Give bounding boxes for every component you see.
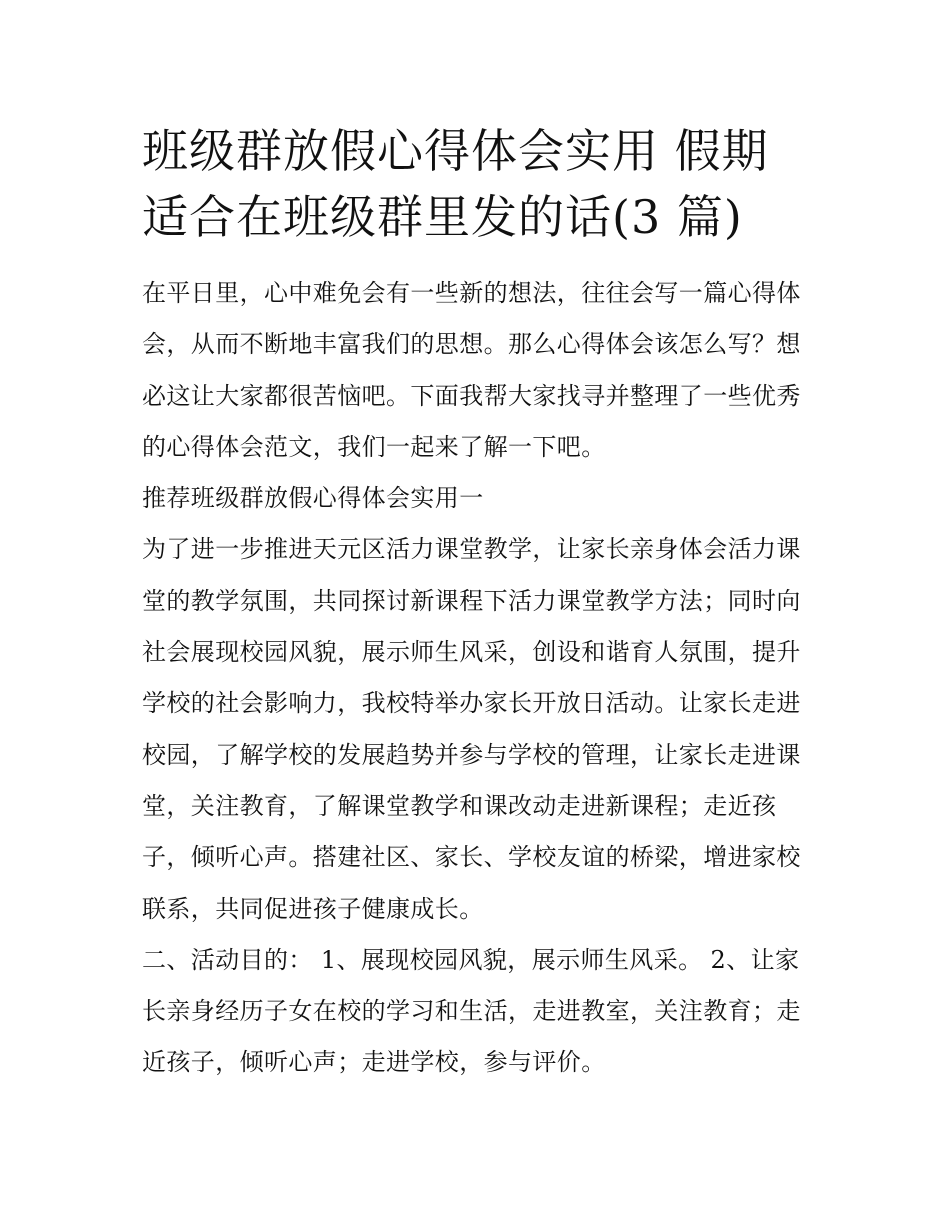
text-line: 长亲身经历子女在校的学习和生活，走进教室，关注教育；走: [142, 997, 801, 1026]
text-line: 推荐班级群放假心得体会实用一: [142, 484, 484, 513]
document-page: [142, 118, 814, 1089]
text-line: 子，倾听心声。搭建社区、家长、学校友谊的桥梁，增进家校: [142, 843, 801, 872]
text-line: 社会展现校园风貌，展示师生风采，创设和谐育人氛围，提升: [142, 638, 801, 667]
text-line: 的心得体会范文，我们一起来了解一下吧。: [142, 432, 606, 461]
objectives-paragraph: [142, 935, 814, 1089]
text-line: 在平日里，心中难免会有一些新的想法，往往会写一篇心得体: [142, 279, 801, 307]
text-line: 二、活动目的： 1、展现校园风貌，展示师生风采。 2、让家: [142, 945, 800, 974]
text-line: 近孩子，倾听心声；走进学校，参与评价。: [142, 1048, 606, 1077]
text-line: 堂的教学氛围，共同探讨新课程下活力课堂教学方法；同时向: [142, 586, 801, 615]
text-line: 为了进一步推进天元区活力课堂教学，让家长亲身体会活力课: [142, 535, 801, 564]
text-line: 校园，了解学校的发展趋势并参与学校的管理，让家长走进课: [142, 740, 801, 769]
text-line: 会，从而不断地丰富我们的思想。那么心得体会该怎么写？想: [142, 330, 801, 359]
document-body: [142, 268, 814, 1089]
title-line: 适合在班级群里发的话(3 篇): [142, 190, 743, 244]
document-title: [142, 118, 814, 250]
title-line: 班级群放假心得体会实用 假期: [142, 124, 769, 178]
body-paragraph: [142, 524, 814, 934]
text-line: 必这让大家都很苦恼吧。下面我帮大家找寻并整理了一些优秀: [142, 381, 801, 410]
section-heading: [142, 473, 814, 524]
text-line: 学校的社会影响力，我校特举办家长开放日活动。让家长走进: [142, 689, 801, 718]
text-line: 堂，关注教育，了解课堂教学和课改动走进新课程；走近孩: [142, 791, 777, 820]
intro-paragraph: [142, 268, 814, 473]
text-line: 联系，共同促进孩子健康成长。: [142, 894, 484, 923]
